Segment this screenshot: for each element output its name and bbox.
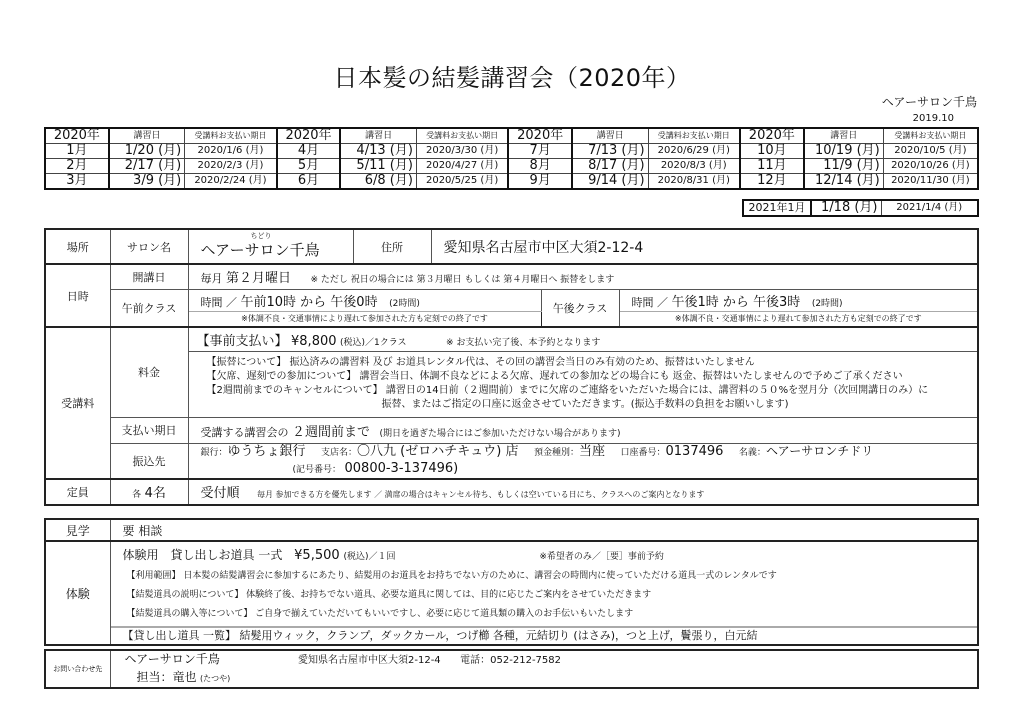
payment-due-label: 支払い期日 <box>110 417 188 443</box>
month: 6月 <box>277 174 341 190</box>
col-date-header: 講習日 <box>572 128 648 144</box>
trial-price: ¥5,500 <box>294 548 340 563</box>
table-row <box>45 144 978 159</box>
info-table <box>44 228 979 506</box>
am-duration: (2時間) <box>389 298 420 309</box>
salon-name-value: ヘアーサロン千鳥 <box>200 241 320 259</box>
order-note: 毎月 参加できる方を優先します ／ 満席の場合はキャンセル待ち、もしくは空いている日にち、クラスへのご案内となります <box>257 490 705 499</box>
trial-explanation: 【結髪道具の説明について】 体験終了後、お持ちでない道具、必要な道具に関しては、目的に応じたご案内をさせていただきます <box>126 590 652 600</box>
holder: ヘアーサロンチドリ <box>765 443 874 458</box>
open-day-note: ※ ただし 祝日の場合には 第３月曜日 もしくは 第４月曜日へ 振替をします <box>310 275 615 286</box>
pm-time-prefix: 時間 ／ <box>631 295 668 309</box>
lesson-date: 11/9 (月) <box>804 159 884 174</box>
capacity-number: 4名 <box>144 486 166 501</box>
month: 3月 <box>45 174 109 190</box>
col-due-header: 受講料お支払い期日 <box>185 128 277 144</box>
year-header: 2020年 <box>508 128 572 144</box>
contact-table <box>44 649 979 689</box>
capacity-label: 定員 <box>45 479 110 505</box>
pm-time <box>619 289 978 311</box>
contact-staff: 担当：竜也 <box>136 670 197 684</box>
trial-details <box>110 541 978 645</box>
price-prefix: 【事前支払い】 <box>196 333 288 349</box>
page-title: 日本髪の結髪講習会（2020年） <box>333 64 691 92</box>
price-note: ※ お支払い完了後、本予約となります <box>446 337 601 348</box>
price <box>188 327 978 351</box>
policy-cancel: 【2週間前までのキャンセルについて】 講習日の14日前（２週間前）までに欠席のご連絡をいただいた場合には、講習料の５０%を翌月分（次回開講日のみ）に <box>206 385 929 396</box>
payment-due: 2020/4/27 (月) <box>416 159 508 174</box>
col-due-header: 受講料お支払い期日 <box>648 128 740 144</box>
pm-time-value: 午後1時 から 午後3時 <box>671 294 801 310</box>
due-note: (期日を過ぎた場合にはご参加いただけない場合があります) <box>379 428 621 439</box>
payment-due: 2020/2/24 (月) <box>185 174 277 190</box>
schedule-extra-row <box>742 199 979 217</box>
bank-label: 振込先 <box>110 443 188 479</box>
payment-due: 2020/6/29 (月) <box>648 144 740 159</box>
salon-name <box>188 229 353 264</box>
lesson-date: 12/14 (月) <box>804 174 884 190</box>
visit-label: 見学 <box>45 519 110 541</box>
lesson-date: 6/8 (月) <box>340 174 416 190</box>
month: 12月 <box>740 174 804 190</box>
open-day <box>188 264 978 289</box>
year-header: 2020年 <box>740 128 804 144</box>
table-row <box>45 174 978 190</box>
col-due-header: 受講料お支払い期日 <box>416 128 508 144</box>
month: 8月 <box>508 159 572 174</box>
capacity-value <box>110 479 188 505</box>
trial-label: 体験 <box>45 541 110 645</box>
price-label: 料金 <box>110 327 188 417</box>
capacity-order <box>188 479 978 505</box>
datetime-label: 日時 <box>45 264 110 327</box>
symbol: 00800-3-137496) <box>344 460 459 476</box>
lesson-date: 1/18 (月) <box>811 200 881 216</box>
col-date-header: 講習日 <box>340 128 416 144</box>
due-value: ２週間前まで <box>292 424 371 440</box>
schedule-table <box>44 127 979 190</box>
trial-table <box>44 518 979 646</box>
capacity-prefix: 各 <box>132 490 142 500</box>
table-row <box>743 200 978 216</box>
contact-phone: 電話：052-212-7582 <box>460 655 562 666</box>
lesson-date: 5/11 (月) <box>340 159 416 174</box>
am-class-label: 午前クラス <box>110 289 188 327</box>
branch: 〇八九 (ゼロハチキュウ) 店 <box>357 443 519 459</box>
organization-name: ヘアーサロン千鳥 <box>881 95 977 109</box>
branch-label: 支店名： <box>321 447 358 458</box>
lesson-date: 3/9 (月) <box>109 174 185 190</box>
trial-note: ※希望者のみ／［要］事前予約 <box>539 552 664 562</box>
place-label: 場所 <box>45 229 110 264</box>
pm-class-label: 午後クラス <box>541 289 619 327</box>
pm-note: ※体調不良・交通事情により遅れて参加された方も定刻での終了です <box>619 311 978 327</box>
symbol-label: (記号番号： <box>292 464 342 475</box>
price-unit: (税込)／1クラス <box>340 337 407 348</box>
payment-due <box>188 417 978 443</box>
price-value: ¥8,800 <box>291 333 337 349</box>
month: 2021年1月 <box>743 200 811 216</box>
lesson-date: 4/13 (月) <box>340 144 416 159</box>
payment-due: 2020/2/3 (月) <box>185 159 277 174</box>
table-row <box>45 159 978 174</box>
contact-address: 愛知県名古屋市中区大須2-12-4 <box>298 655 441 666</box>
trial-purchase: 【結髪道具の購入等について】 ご自身で揃えていただいてもいいですし、必要に応じて道具類の購入のお手伝いもいたします <box>126 609 634 619</box>
am-note: ※体調不良・交通事情により遅れて参加された方も定刻での終了です <box>188 311 541 327</box>
address-label: 住所 <box>353 229 431 264</box>
payment-due: 2020/10/26 (月) <box>883 159 978 174</box>
month: 1月 <box>45 144 109 159</box>
col-due-header: 受講料お支払い期日 <box>883 128 978 144</box>
open-day-label: 開講日 <box>110 264 188 289</box>
am-time-value: 午前10時 から 午後0時 <box>240 294 378 310</box>
bank-name-label: 銀行： <box>200 447 228 458</box>
bank-name: ゆうちょ銀行 <box>227 443 306 459</box>
trial-item: 体験用 貸し出しお道具 一式 <box>122 548 283 562</box>
trial-tool-list: 【貸し出し道具 一覧】 結髪用ウィック，クランプ，ダックカール，つげ櫛 各種，元結切り (はさみ)，つと上げ，鬢張り，白元結 <box>111 626 978 644</box>
contact-staff-ruby: (たつや) <box>200 674 231 683</box>
order-value: 受付順 <box>200 486 240 501</box>
policy-transfer: 【振替について】 振込済みの講習料 及び お道具レンタル代は、その回の講習会当日のみ有効のため、振替はいたしません <box>206 357 755 368</box>
month: 11月 <box>740 159 804 174</box>
lesson-date: 7/13 (月) <box>572 144 648 159</box>
lesson-date: 10/19 (月) <box>804 144 884 159</box>
month: 10月 <box>740 144 804 159</box>
payment-due: 2020/10/5 (月) <box>883 144 978 159</box>
contact-name: ヘアーサロン千鳥 <box>124 652 220 666</box>
payment-due: 2020/1/6 (月) <box>185 144 277 159</box>
fee-policies <box>188 351 978 417</box>
year-header: 2020年 <box>45 128 109 144</box>
due-prefix: 受講する講習会の <box>200 425 289 439</box>
open-day-value: 第２月曜日 <box>226 271 292 287</box>
lesson-date: 8/17 (月) <box>572 159 648 174</box>
account: 0137496 <box>665 443 724 459</box>
policy-absence: 【欠席、遅刻での参加について】 講習会当日、体調不良などによる欠席、遅れての参加などの場合にも 返金、振替はいたしませんので予めご了承ください <box>206 371 903 382</box>
holder-label: 名義： <box>738 447 766 458</box>
address: 愛知県名古屋市中区大須2-12-4 <box>431 229 978 264</box>
payment-due: 2020/5/25 (月) <box>416 174 508 190</box>
lesson-date: 2/17 (月) <box>109 159 185 174</box>
contact-label: お問い合わせ先 <box>45 650 110 688</box>
payment-due: 2020/3/30 (月) <box>416 144 508 159</box>
bank-details <box>188 443 978 479</box>
am-time-prefix: 時間 ／ <box>200 295 237 309</box>
payment-due: 2020/8/31 (月) <box>648 174 740 190</box>
col-date-header: 講習日 <box>109 128 185 144</box>
visit-value: 要 相談 <box>110 519 978 541</box>
year-header: 2020年 <box>277 128 341 144</box>
policy-cancel-cont: 振替、またはご指定の口座に返金させていただきます。(振込手数料の負担をお願いします) <box>381 399 789 410</box>
fee-label: 受講料 <box>45 327 110 479</box>
month: 7月 <box>508 144 572 159</box>
pm-duration: (2時間) <box>811 298 843 309</box>
payment-due: 2020/11/30 (月) <box>883 174 978 190</box>
type: 当座 <box>578 443 605 459</box>
type-label: 預金種別： <box>533 447 579 458</box>
issue-date: 2019.10 <box>912 113 954 124</box>
month: 9月 <box>508 174 572 190</box>
open-day-prefix: 毎月 <box>200 272 223 286</box>
salon-ruby: ちどり <box>250 232 272 240</box>
col-date-header: 講習日 <box>804 128 884 144</box>
month: 2月 <box>45 159 109 174</box>
month: 4月 <box>277 144 341 159</box>
salon-name-label: サロン名 <box>110 229 188 264</box>
contact-details <box>110 650 978 688</box>
trial-price-unit: (税込)／１回 <box>343 552 396 562</box>
account-label: 口座番号： <box>620 447 666 458</box>
lesson-date: 1/20 (月) <box>109 144 185 159</box>
trial-scope: 【利用範囲】 日本髪の結髪講習会に参加するにあたり、結髪用のお道具をお持ちでない方のために、講習会の時間内に使っていただける道具一式のレンタルです <box>126 571 777 581</box>
am-time <box>188 289 541 311</box>
payment-due: 2021/1/4 (月) <box>881 200 978 216</box>
lesson-date: 9/14 (月) <box>572 174 648 190</box>
payment-due: 2020/8/3 (月) <box>648 159 740 174</box>
month: 5月 <box>277 159 341 174</box>
